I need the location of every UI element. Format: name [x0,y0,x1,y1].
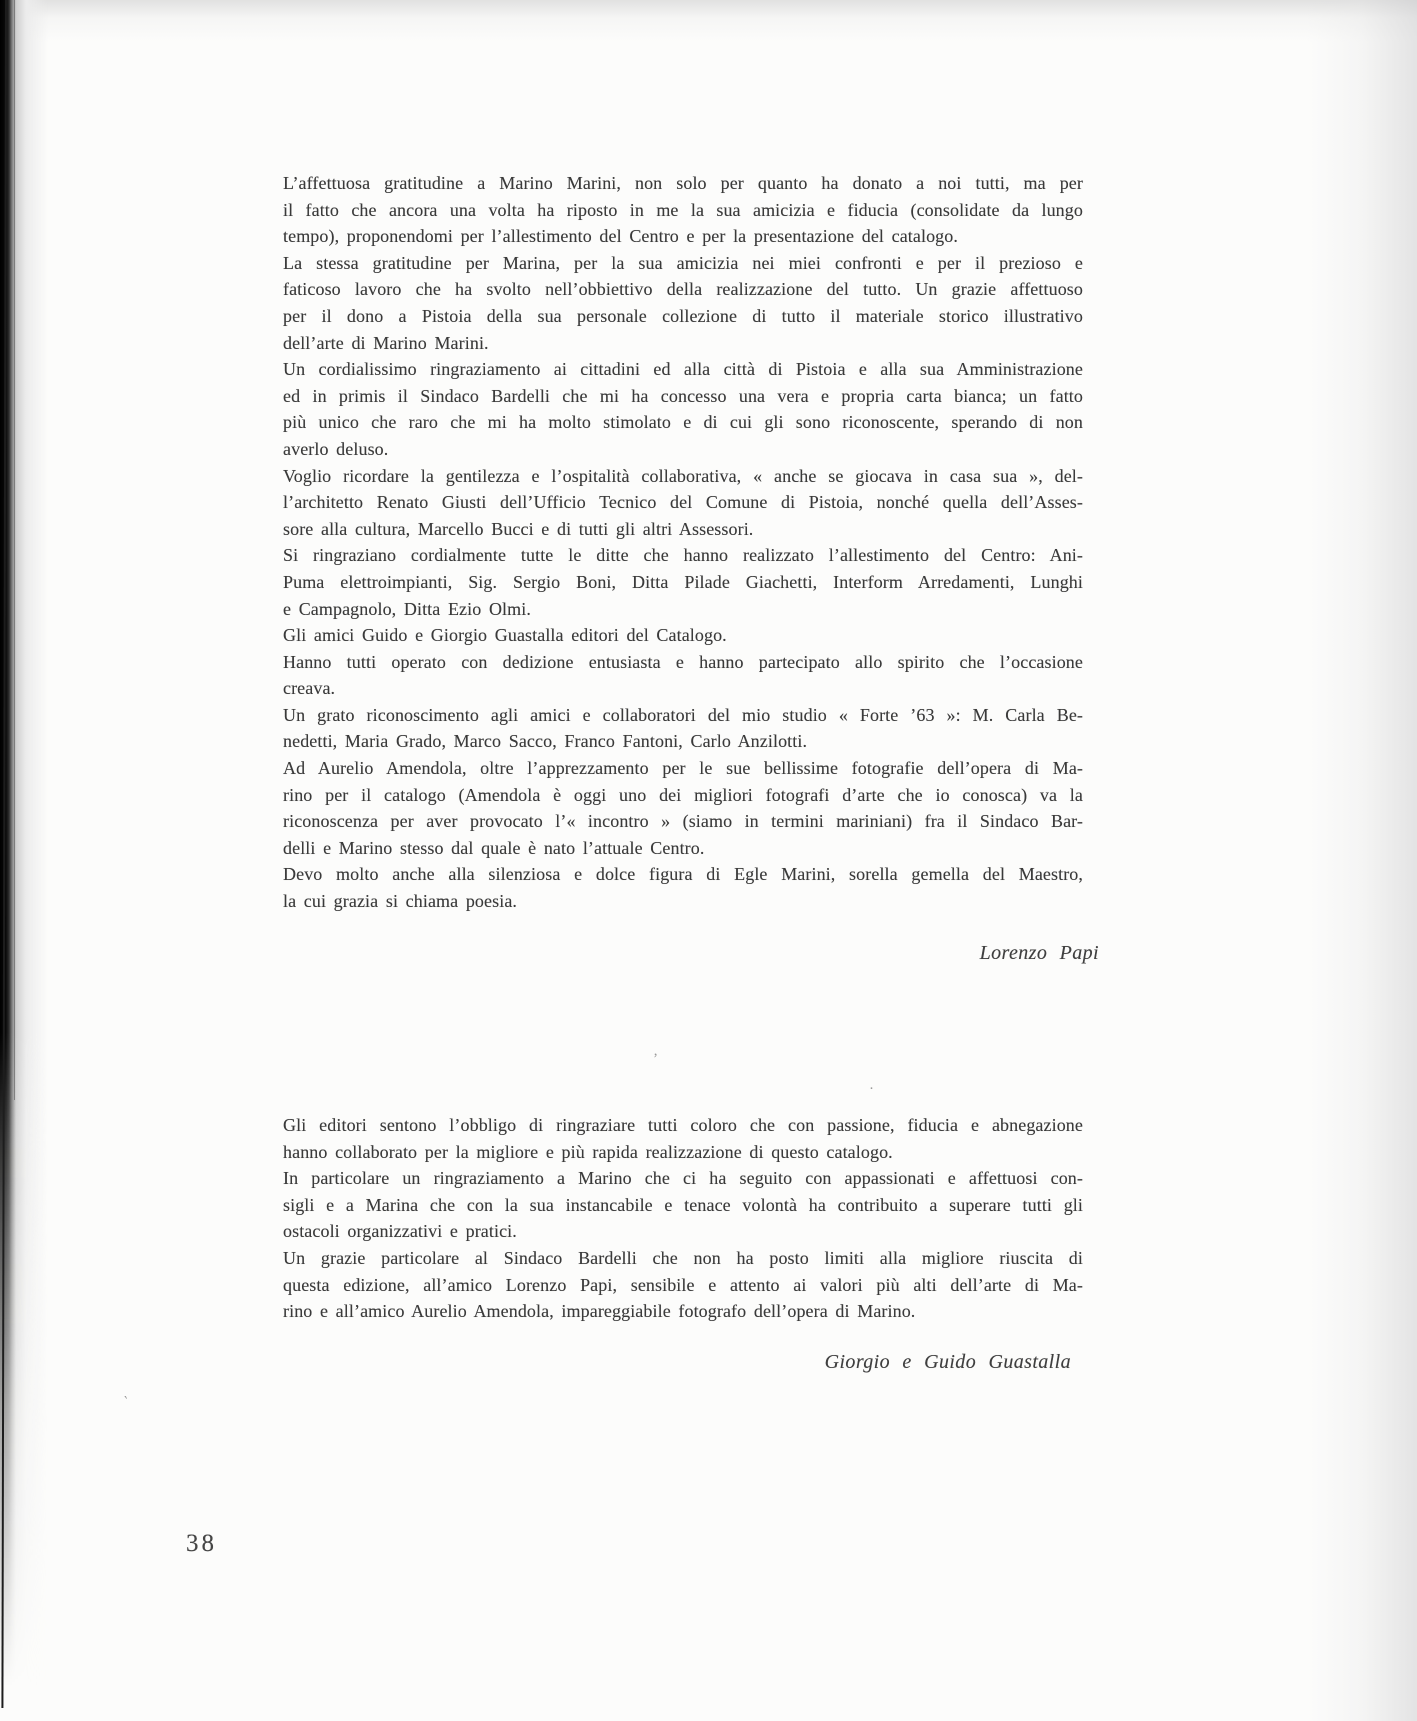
text-line: Ad Aurelio Amendola, oltre l’apprezzamento per le sue bellissime fotografie dell’opera di Ma- [283,758,1083,779]
text-line: L’affettuosa gratitudine a Marino Marini, non solo per quanto ha donato a noi tutti, ma per [283,173,1083,193]
text-line: rino per il catalogo (Amendola è oggi uno dei migliori fotografi d’arte che io conosca) va la [283,784,1083,805]
text-line: questa edizione, all’amico Lorenzo Papi, sensibile e attento ai valori più alti dell’arte di Ma- [283,1274,1083,1295]
text-line: Gli editori sentono l’obbligo di ringraziare tutti coloro che con passione, fiducia e abnegazione [283,1115,1083,1135]
text-line: Puma elettroimpianti, Sig. Sergio Boni, Ditta Pilade Giachetti, Interform Arredamenti, Lunghi [283,571,1083,592]
text-line: il fatto che ancora una volta ha riposto in me la sua amicizia e fiducia (consolidate da lungo [283,199,1083,220]
text-line: rino e all’amico Aurelio Amendola, impareggiabile fotografo dell’opera di Marino. [283,1301,916,1322]
text-line: averlo deluso. [283,438,389,459]
scan-artifact: ’ [653,1051,658,1067]
text-line: tempo), proponendomi per l’allestimento del Centro e per la presentazione del catalogo. [283,226,958,247]
signature-guastalla: Giorgio e Guido Guastalla [824,1350,1071,1373]
publishers-note-lines [283,1112,1083,1325]
text-line: riconoscenza per aver provocato l’« incontro » (siamo in termini mariniani) fra il Sindaco Bar- [283,811,1083,832]
text-line: nedetti, Maria Grado, Marco Sacco, Franco Fantoni, Carlo Anzilotti. [283,731,808,752]
text-line: Un grazie particolare al Sindaco Bardelli che non ha posto limiti alla migliore riuscita di [283,1247,1083,1268]
text-line: Un grato riconoscimento agli amici e collaboratori del mio studio « Forte ’63 »: M. Carla Be- [283,704,1083,725]
text-line: ostacoli organizzativi e pratici. [283,1221,517,1242]
scan-shade-right [1307,0,1417,1721]
text-line: Si ringraziano cordialmente tutte le ditte che hanno realizzato l’allestimento del Centro: Ani- [283,545,1083,566]
text-line: l’architetto Renato Giusti dell’Ufficio Tecnico del Comune di Pistoia, nonché quella dell’Asses- [283,492,1083,513]
text-line: ed in primis il Sindaco Bardelli che mi ha concesso una vera e propria carta bianca; un fatto [283,385,1083,406]
text-line: e Campagnolo, Ditta Ezio Olmi. [283,598,531,619]
page-number: 38 [186,1530,217,1557]
text-line: sigli e a Marina che con la sua instancabile e tenace volontà ha contribuito a superare tutti gli [283,1194,1083,1215]
text-line: sore alla cultura, Marcello Bucci e di tutti gli altri Assessori. [283,518,754,539]
book-gutter-streak [14,0,15,1100]
text-line: delli e Marino stesso dal quale è nato l’attuale Centro. [283,837,705,858]
text-line: la cui grazia si chiama poesia. [283,891,518,912]
text-line: hanno collaborato per la migliore e più rapida realizzazione di questo catalogo. [283,1141,893,1162]
text-line: Gli amici Guido e Giorgio Guastalla editori del Catalogo. [283,625,727,646]
acknowledgment-block-papi [283,170,1099,967]
text-line: In particolare un ringraziamento a Marino che ci ha seguito con appassionati e affettuosi con- [283,1168,1083,1189]
scan-shade-top [0,0,1417,42]
scan-artifact: ‵ [124,1395,128,1411]
text-line: Un cordialissimo ringraziamento ai cittadini ed alla città di Pistoia e alla sua Amministrazione [283,359,1083,380]
text-line: per il dono a Pistoia della sua personale collezione di tutto il materiale storico illustrativo [283,305,1083,326]
text-line: Hanno tutti operato con dedizione entusiasta e hanno partecipato allo spirito che l’occasione [283,651,1083,672]
text-line: faticoso lavoro che ha svolto nell’obbiettivo della realizzazione del tutto. Un grazie affettuoso [283,279,1083,300]
text-line: Devo molto anche alla silenziosa e dolce figura di Egle Marini, sorella gemella del Maestro, [283,864,1083,885]
text-line: dell’arte di Marino Marini. [283,332,489,353]
text-line: creava. [283,678,336,699]
publishers-note-block [283,1112,1083,1376]
book-gutter-shadow [0,0,48,1721]
text-line: Voglio ricordare la gentilezza e l’ospitalità collaborativa, « anche se giocava in casa sua », del- [283,465,1083,486]
signature-lorenzo-papi: Lorenzo Papi [979,941,1099,964]
acknowledgment-lines [283,170,1083,915]
text-line: La stessa gratitudine per Marina, per la sua amicizia nei miei confronti e per il prezioso e [283,252,1083,273]
text-line: più unico che raro che mi ha molto stimolato e di cui gli sono riconoscente, sperando di non [283,412,1083,433]
scan-artifact: · [869,1081,874,1097]
